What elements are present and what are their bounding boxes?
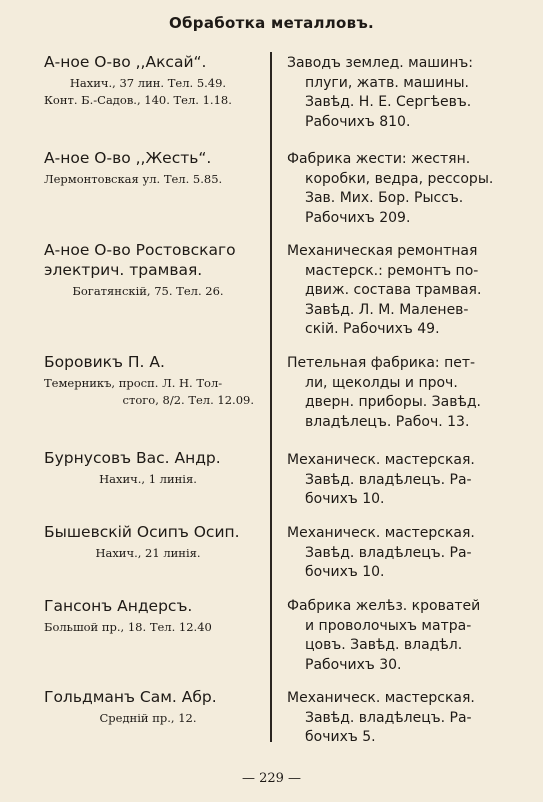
entry-description [287,150,517,228]
description-line: бочихъ 5. [305,729,376,746]
description-line: бочихъ 10. [305,491,385,508]
description-line: Фабрика желѣз. кроватей [287,598,481,614]
entry-name-block [44,687,266,727]
description-line: Механическ. мастерская. [287,452,475,468]
entry-description [287,597,517,675]
description-line: Рабочихъ 810. [305,113,411,130]
description-line: Механическ. мастерская. [287,690,475,706]
entry-description [287,524,517,583]
description-line: и проволочыхъ матра- [305,617,472,634]
description-line: Рабочихъ 209. [305,209,411,226]
company-address-line: Большой пр., 18. Тел. 12.40 [44,620,212,634]
company-name: Гансонъ Андерсъ. [44,597,193,615]
description-line: ли, щеколды и проч. [305,374,458,391]
description-line: Завѣд. владѣлецъ. Ра- [305,709,472,726]
description-line: Механическая ремонтная [287,243,478,259]
description-line: Завѣд. владѣлецъ. Ра- [305,471,472,488]
entry-description [287,354,517,432]
entry-description [287,689,517,748]
description-line: Завѣд. владѣлецъ. Ра- [305,544,472,561]
entry-name-block [44,448,266,488]
company-name: Боровикъ П. А. [44,353,165,371]
entry-name-block [44,596,266,636]
entry-name-block [44,522,266,562]
company-address-line: Средній пр., 12. [99,711,197,725]
page-title: Обработка металловъ. [168,14,375,32]
description-line: плуги, жатв. машины. [305,74,469,91]
company-name: Гольдманъ Сам. Абр. [44,688,217,706]
description-line: бочихъ 10. [305,564,385,581]
company-address-line: Темерникъ, просп. Л. Н. Тол- [44,376,223,390]
company-name-continuation: электрич. трамвая. [44,261,203,279]
company-name: А-ное О-во ,,Жесть“. [44,149,212,167]
company-address-line: Нахич., 37 лин. Тел. 5.49. [69,76,227,90]
description-line: Фабрика жести: жестян. [287,151,471,167]
company-address-line: Богатянскій, 75. Тел. 26. [72,284,224,298]
entry-description [287,54,517,132]
company-address-line: Нахич., 1 линія. [99,472,197,486]
company-name: Бурнусовъ Вас. Андр. [44,449,221,467]
entry-name-block [44,352,266,409]
description-line: дверн. приборы. Завѣд. [305,394,482,411]
column-divider [270,52,272,742]
description-line: мастерск.: ремонтъ по- [305,262,479,279]
description-line: Заводъ землед. машинъ: [287,55,473,71]
description-line: Механическ. мастерская. [287,525,475,541]
company-name: А-ное О-во ,,Аксай“. [44,53,207,71]
company-name: А-ное О-во Ростовскаго [44,241,236,259]
description-line: Зав. Мих. Бор. Рыссъ. [305,190,464,207]
description-line: Рабочихъ 30. [305,656,402,673]
company-address-line: Конт. Б.-Садов., 140. Тел. 1.18. [44,93,232,107]
entry-name-block [44,148,266,188]
page-number: — 229 — [241,771,302,786]
description-line: движ. состава трамвая. [305,282,482,299]
entry-description [287,242,517,340]
description-line: Завѣд. Н. Е. Сергѣевъ. [305,94,472,111]
company-address-line: Лермонтовская ул. Тел. 5.85. [44,172,223,186]
entry-name-block [44,240,266,300]
description-line: Завѣд. Л. М. Маленев- [305,301,469,318]
description-line: Петельная фабрика: пет- [287,355,476,371]
description-line: владѣлецъ. Рабоч. 13. [305,413,470,430]
company-name: Бышевскій Осипъ Осип. [44,523,240,541]
entry-name-block [44,52,266,109]
description-line: скій. Рабочихъ 49. [305,321,440,338]
company-address-line: Нахич., 21 линія. [95,546,201,560]
company-address-line: стого, 8/2. Тел. 12.09. [122,393,254,407]
description-line: цовъ. Завѣд. владѣл. [305,637,463,654]
entry-description [287,451,517,510]
description-line: коробки, ведра, рессоры. [305,170,494,187]
